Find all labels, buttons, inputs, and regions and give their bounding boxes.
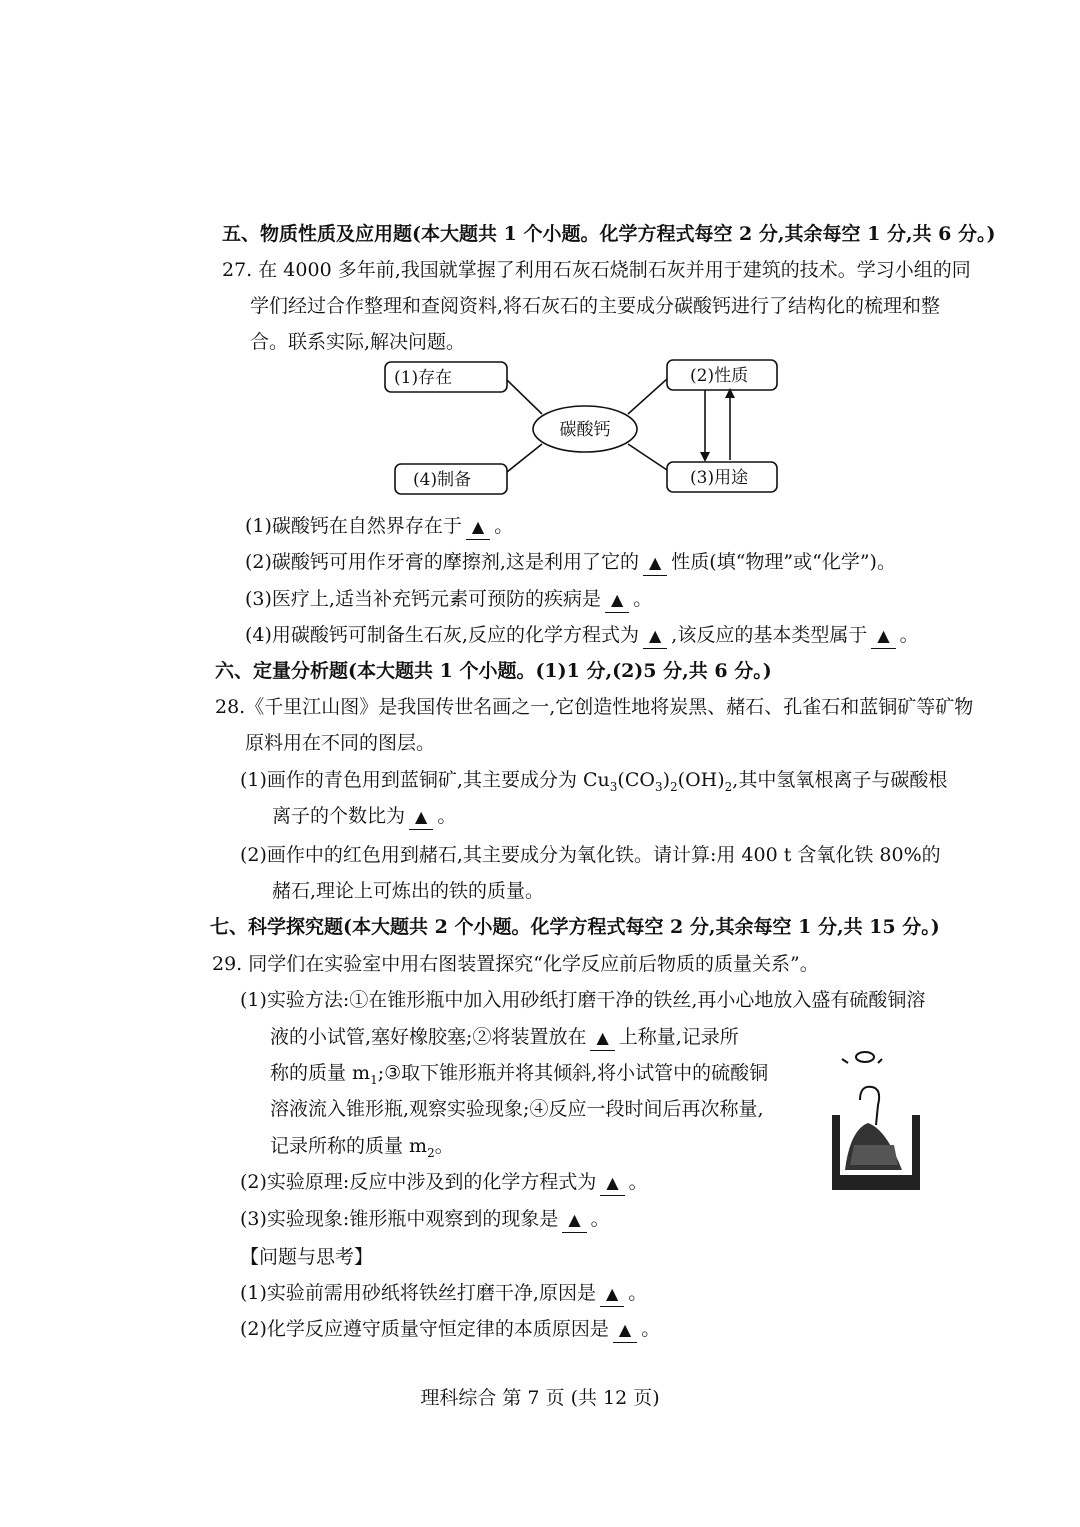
- answer-blank[interactable]: [600, 1281, 624, 1307]
- box-preparation-label: (4)制备: [413, 470, 472, 490]
- blank-triangle-icon: ▲: [610, 590, 624, 609]
- q29-method-text: 液的小试管,塞好橡胶塞;②将装置放在: [270, 1026, 587, 1048]
- box-existence-label: (1)存在: [394, 368, 453, 388]
- q27-text-1: 在 4000 多年前,我国就掌握了利用石灰石烧制石灰并用于建筑的技术。学习小组的同: [258, 259, 971, 281]
- q29-method-text: 上称量,记录所: [618, 1026, 739, 1048]
- q28-p1-end: 。: [437, 805, 457, 827]
- blank-triangle-icon: ▲: [877, 626, 890, 645]
- q27-p3-end: 。: [633, 588, 653, 610]
- blank-triangle-icon: ▲: [471, 517, 485, 536]
- flask-liquid-icon: [850, 1145, 898, 1165]
- q27-line-1: [222, 258, 971, 282]
- q27-p4-text: (4)用碳酸钙可制备生石灰,反应的化学方程式为: [245, 624, 639, 646]
- q29-method-text: 记录所称的质量 m: [270, 1135, 428, 1157]
- blank-triangle-icon: ▲: [606, 1173, 619, 1192]
- q29-method-text: ;③取下锥形瓶并将其倾斜,将小试管中的硫酸铜: [377, 1062, 769, 1084]
- think-question-1: [240, 1281, 647, 1307]
- link-4: [507, 444, 542, 472]
- q27-part-4: [245, 623, 919, 649]
- q29-method-text: 称的质量 m: [270, 1062, 371, 1084]
- q28-p1-text: (CO: [617, 769, 655, 791]
- subscript: 3: [609, 779, 618, 794]
- q28-line-2: 原料用在不同的图层。: [245, 732, 436, 754]
- think-2-text: (2)化学反应遵守质量守恒定律的本质原因是: [240, 1318, 609, 1340]
- q28-part-1-line-1: [240, 768, 947, 799]
- blank-triangle-icon: ▲: [648, 553, 662, 572]
- box-uses-label: (3)用途: [690, 468, 749, 488]
- q27-line-3: 合。联系实际,解决问题。: [250, 331, 466, 353]
- section-5-heading: 五、物质性质及应用题(本大题共 1 个小题。化学方程式每空 2 分,其余每空 1 分,共 6 分。): [222, 223, 996, 245]
- section-7-heading: 七、科学探究题(本大题共 2 个小题。化学方程式每空 2 分,其余每空 1 分,共 15 分。): [210, 916, 940, 938]
- blank-triangle-icon: ▲: [596, 1028, 609, 1047]
- q29-method-line-2: [270, 1025, 739, 1051]
- q29-phenomenon-text: (3)实验现象:锥形瓶中观察到的现象是: [240, 1208, 559, 1230]
- arrow-down-head: [700, 452, 710, 462]
- page-footer: 理科综合 第 7 页 (共 12 页): [420, 1387, 660, 1409]
- subscript: 2: [670, 779, 678, 794]
- subscript: 3: [654, 779, 663, 794]
- q28-number: 28.: [215, 696, 246, 718]
- think-1-end: 。: [628, 1282, 648, 1304]
- q28-text-1: 《千里江山图》是我国传世名画之一,它创造性地将炭黑、赭石、孔雀石和蓝铜矿等矿物: [245, 696, 974, 718]
- q27-p4-text-2: ,该反应的基本类型属于: [671, 624, 868, 646]
- blank-triangle-icon: ▲: [648, 626, 662, 645]
- answer-blank[interactable]: [871, 623, 895, 649]
- answer-blank[interactable]: [590, 1025, 614, 1051]
- subscript: 2: [427, 1145, 435, 1160]
- q29-line-1: [212, 952, 819, 976]
- subscript: 1: [370, 1072, 378, 1087]
- q28-p1-text: (OH): [677, 769, 725, 791]
- q28-line-1: [215, 695, 973, 719]
- think-1-text: (1)实验前需用砂纸将铁丝打磨干净,原因是: [240, 1282, 596, 1304]
- q28-part-2-line-1: (2)画作中的红色用到赭石,其主要成分为氧化铁。请计算:用 400 t 含氧化铁 80%的: [240, 844, 941, 866]
- calcium-carbonate-concept-map: [380, 352, 790, 502]
- q27-line-2: 学们经过合作整理和查阅资料,将石灰石的主要成分碳酸钙进行了结构化的梳理和整: [250, 295, 941, 317]
- section-6-heading: 六、定量分析题(本大题共 1 个小题。(1)1 分,(2)5 分,共 6 分。): [215, 660, 772, 682]
- q29-phenomenon-end: 。: [590, 1208, 610, 1230]
- q28-part-1-line-2: [272, 804, 456, 830]
- q27-part-1: [245, 514, 513, 540]
- q29-phenomenon: [240, 1207, 610, 1233]
- answer-blank[interactable]: [643, 550, 667, 576]
- q29-text-1: 同学们在实验室中用右图装置探究“化学反应前后物质的质量关系”。: [248, 953, 819, 975]
- q29-principle-text: (2)实验原理:反应中涉及到的化学方程式为: [240, 1171, 597, 1193]
- q28-p1-text: ): [662, 769, 671, 791]
- mark-line: [878, 1059, 882, 1063]
- blank-triangle-icon: ▲: [605, 1284, 619, 1303]
- q29-method-line-5: [270, 1134, 454, 1165]
- blank-triangle-icon: ▲: [415, 807, 428, 826]
- apparatus-image: [820, 1045, 930, 1205]
- q28-part-2-line-2: 赭石,理论上可炼出的铁的质量。: [272, 880, 545, 902]
- q27-part-3: [245, 587, 652, 613]
- mark-line: [842, 1059, 848, 1063]
- q28-p1-text: ,其中氢氧根离子与碳酸根: [732, 769, 948, 791]
- link-1: [507, 380, 542, 414]
- q27-p4-end: 。: [899, 624, 919, 646]
- answer-blank[interactable]: [600, 1170, 624, 1196]
- stopper-icon: [856, 1052, 874, 1062]
- q29-method-text: 。: [434, 1135, 454, 1157]
- q27-number: 27.: [222, 259, 253, 281]
- link-3: [628, 444, 667, 470]
- q27-p2-text: (2)碳酸钙可用作牙膏的摩擦剂,这是利用了它的: [245, 551, 639, 573]
- answer-blank[interactable]: [613, 1317, 637, 1343]
- answer-blank[interactable]: [466, 514, 490, 540]
- blank-triangle-icon: ▲: [618, 1320, 632, 1339]
- q27-part-2: [245, 550, 896, 576]
- q28-p1-text-2: 离子的个数比为: [272, 805, 406, 827]
- q27-p1-end: 。: [494, 515, 514, 537]
- q27-p3-text: (3)医疗上,适当补充钙元素可预防的疾病是: [245, 588, 601, 610]
- think-2-end: 。: [641, 1318, 661, 1340]
- link-2: [628, 379, 667, 414]
- q29-method-line-1: (1)实验方法:①在锥形瓶中加入用砂纸打磨干净的铁丝,再小心地放入盛有硫酸铜溶: [240, 989, 926, 1011]
- answer-blank[interactable]: [562, 1207, 586, 1233]
- subscript: 2: [724, 779, 733, 794]
- answer-blank[interactable]: [643, 623, 667, 649]
- q28-p1-text: (1)画作的青色用到蓝铜矿,其主要成分为 Cu: [240, 769, 610, 791]
- q29-method-line-3: [270, 1061, 768, 1092]
- answer-blank[interactable]: [605, 587, 629, 613]
- blank-triangle-icon: ▲: [568, 1210, 581, 1229]
- test-tube-icon: [860, 1087, 879, 1125]
- think-heading: 【问题与思考】: [240, 1246, 374, 1268]
- answer-blank[interactable]: [409, 804, 433, 830]
- q29-method-line-4: 溶液流入锥形瓶,观察实验现象;④反应一段时间后再次称量,: [270, 1098, 764, 1120]
- q29-principle-end: 。: [628, 1171, 648, 1193]
- q27-p2-end: 性质(填“物理”或“化学”)。: [671, 551, 896, 573]
- box-properties-label: (2)性质: [690, 366, 749, 386]
- think-question-2: [240, 1317, 660, 1343]
- q29-principle: [240, 1170, 648, 1196]
- center-label: 碳酸钙: [559, 420, 611, 440]
- q29-number: 29.: [212, 953, 243, 975]
- q27-p1-text: (1)碳酸钙在自然界存在于: [245, 515, 462, 537]
